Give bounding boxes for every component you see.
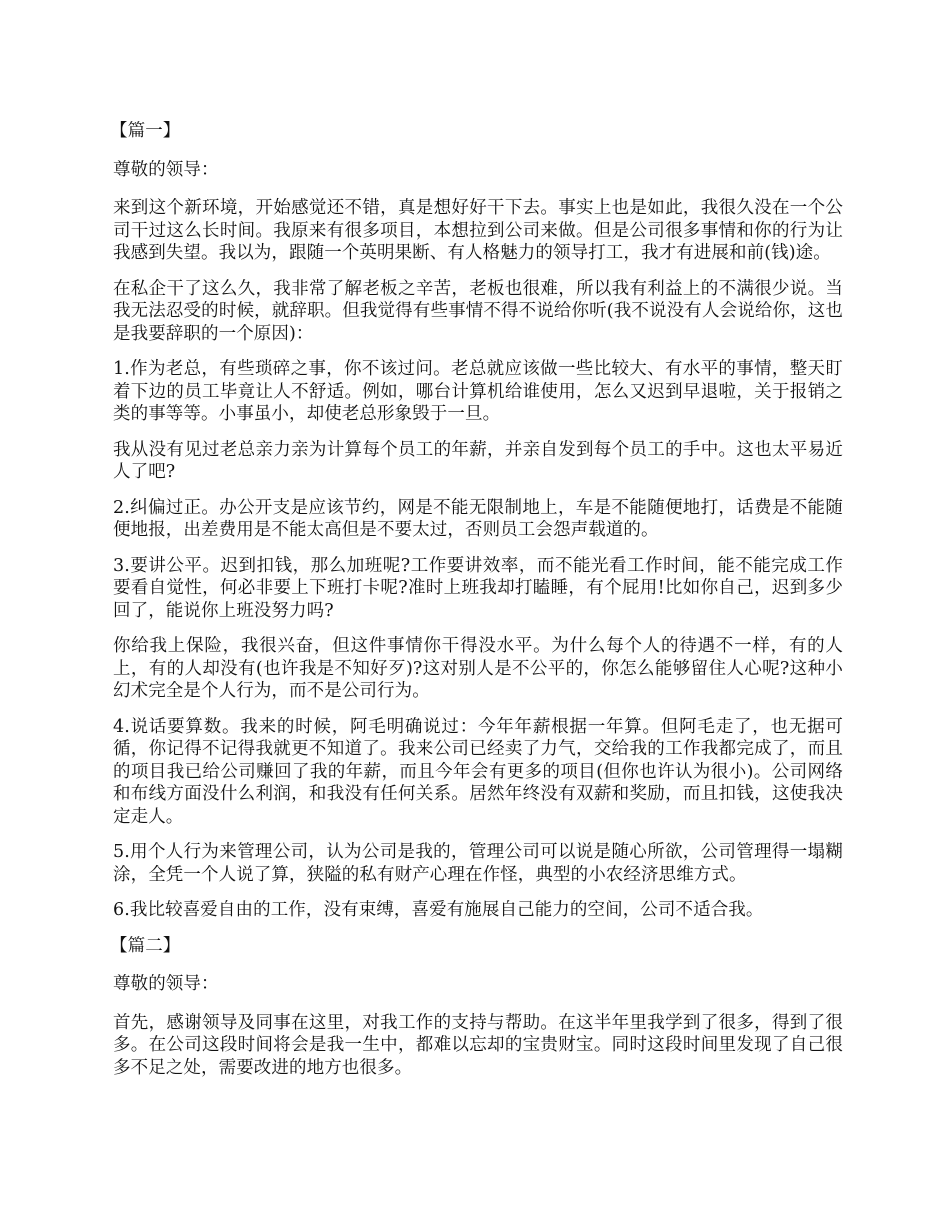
body-paragraph: 我从没有见过老总亲力亲为计算每个员工的年薪，并亲自发到每个员工的手中。这也太平易近人了吧? [113,439,843,482]
body-paragraph: 2.纠偏过正。办公开支是应该节约，网是不能无限制地上，车是不能随便地打，话费是不能随便地报，出差费用是不能太高但是不要太过，否则员工会怨声载道的。 [113,497,843,540]
body-paragraph: 1.作为老总，有些琐碎之事，你不该过问。老总就应该做一些比较大、有水平的事情，整天盯着下边的员工毕竟让人不舒适。例如，哪台计算机给谁使用，怎么又迟到早退啦，关于报销之类的事等等。小事虽小，却使老总形象毁于一旦。 [113,359,843,424]
body-paragraph: 来到这个新环境，开始感觉还不错，真是想好好干下去。事实上也是如此，我很久没在一个公司干过这么长时间。我原来有很多项目，本想拉到公司来做。但是公司很多事情和你的行为让我感到失望。我以为，跟随一个英明果断、有人格魅力的领导打工，我才有进展和前(钱)途。 [113,198,843,263]
salutation-2: 尊敬的领导： [113,974,219,994]
body-paragraph: 在私企干了这么久，我非常了解老板之辛苦，老板也很难，所以我有利益上的不满很少说。当我无法忍受的时候，就辞职。但我觉得有些事情不得不说给你听(我不说没有人会说给你，这也是我要辞职的一个原因)： [113,278,843,344]
document-page [110,120,843,1092]
body-paragraph: 你给我上保险，我很兴奋，但这件事情你干得没水平。为什么每个人的待遇不一样，有的人上，有的人却没有(也许我是不知好歹)?这对别人是不公平的，你怎么能够留住人心呢?这种小幻术完全是个人行为，而不是公司行为。 [113,636,843,701]
body-paragraph: 首先，感谢领导及同事在这里，对我工作的支持与帮助。在这半年里我学到了很多，得到了很多。在公司这段时间将会是我一生中，都难以忘却的宝贵财宝。同时这段时间里发现了自己很多不足之处，需要改进的地方也很多。 [113,1012,843,1078]
section-heading-2: 【篇二】 [110,935,181,956]
body-paragraph: 4.说话要算数。我来的时候，阿毛明确说过：今年年薪根据一年算。但阿毛走了，也无据可循，你记得不记得我就更不知道了。我来公司已经卖了力气，交给我的工作我都完成了，而且的项目我已给公司赚回了我的年薪，而且今年会有更多的项目(但你也许认为很小)。公司网络和布线方面没什么利润，和我没有任何关系。居然年终没有双薪和奖励，而且扣钱，这使我决定走人。 [113,716,843,827]
section-heading-1: 【篇一】 [110,121,181,141]
body-paragraph: 3.要讲公平。迟到扣钱，那么加班呢?工作要讲效率，而不能光看工作时间，能不能完成工作要看自觉性，何必非要上下班打卡呢?准时上班我却打瞌睡，有个屁用!比如你自己，迟到多少回了，能说你上班没努力吗? [113,555,843,621]
body-paragraph: 5.用个人行为来管理公司，认为公司是我的，管理公司可以说是随心所欲，公司管理得一塌糊涂，全凭一个人说了算，狭隘的私有财产心理在作怪，典型的小农经济思维方式。 [113,842,843,885]
body-paragraph: 6.我比较喜爱自由的工作，没有束缚，喜爱有施展自己能力的空间，公司不适合我。 [113,900,764,920]
salutation-1: 尊敬的领导： [113,159,219,180]
